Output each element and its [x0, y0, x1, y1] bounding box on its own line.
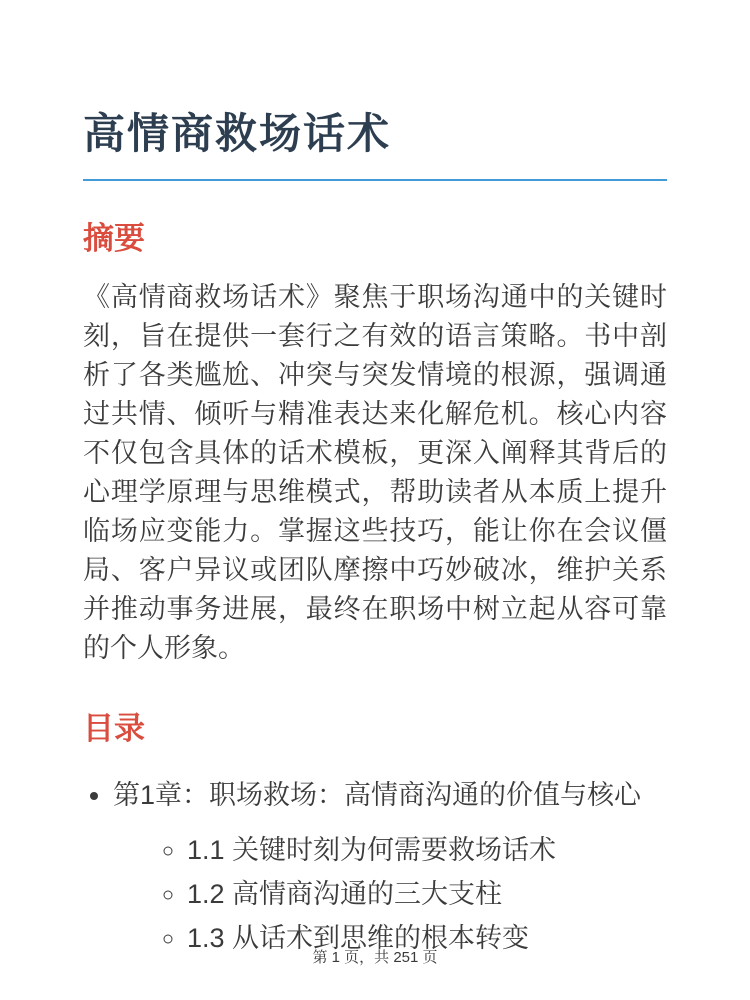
title-divider: [83, 179, 667, 181]
toc-sublist: [113, 828, 667, 960]
toc-section-item: ◦ 1.2 高情商沟通的三大支柱: [187, 872, 667, 916]
page-number: 第 1 页，共 251 页: [312, 948, 438, 966]
toc-section-item: ◦ 1.1 关键时刻为何需要救场话术: [187, 828, 667, 872]
toc-section-item: ◦ 1.3 从话术到思维的根本转变: [187, 916, 667, 960]
toc-heading: 目录: [83, 711, 145, 747]
toc-list: [83, 773, 667, 960]
toc-chapter-item: [113, 773, 667, 960]
abstract-heading: 摘要: [83, 221, 145, 257]
toc-chapter-label: 第1章：职场救场：高情商沟通的价值与核心: [113, 779, 642, 810]
page-title: 高情商救场话术: [83, 110, 392, 157]
abstract-paragraph: 《高情商救场话术》聚焦于职场沟通中的关键时刻，旨在提供一套行之有效的语言策略。书中剖析了各类尴尬、冲突与突发情境的根源，强调通过共情、倾听与精准表达来化解危机。核心内容不仅包含具体的话术模板，更深入阐释其背后的心理学原理与思维模式，帮助读者从本质上提升临场应变能力。掌握这些技巧，能让你在会议僵局、客户异议或团队摩擦中巧妙破冰，维护关系并推动事务进展，最终在职场中树立起从容可靠的个人形象。: [83, 282, 667, 664]
